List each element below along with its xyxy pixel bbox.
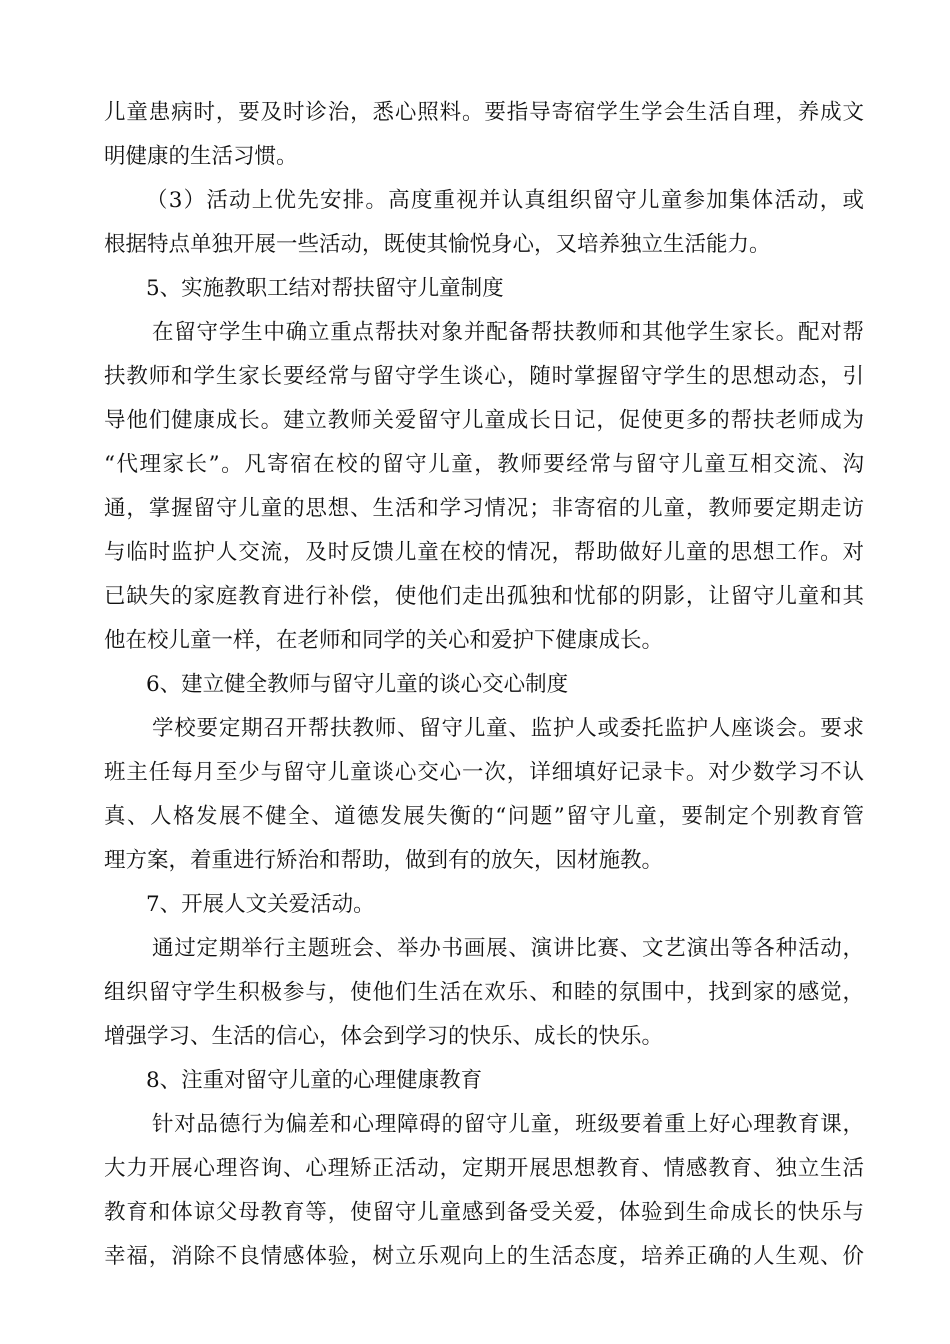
text-line: 通，掌握留守儿童的思想、生活和学习情况；非寄宿的儿童，教师要定期走访: [104, 496, 864, 521]
text-line: 儿童患病时，要及时诊治，悉心照料。要指导寄宿学生学会生活自理，养成文: [104, 100, 864, 125]
text-line: 学校要定期召开帮扶教师、留守儿童、监护人或委托监护人座谈会。要求: [152, 716, 864, 741]
text-line: 大力开展心理咨询、心理矫正活动，定期开展思想教育、情感教育、独立生活: [104, 1156, 864, 1181]
text-line: 真、人格发展不健全、道德发展失衡的“问题”留守儿童，要制定个别教育管: [104, 804, 864, 829]
text-line: 导他们健康成长。建立教师关爱留守儿童成长日记，促使更多的帮扶老师成为: [104, 408, 864, 433]
text-line: 理方案，着重进行矫治和帮助，做到有的放矢，因材施教。: [104, 848, 664, 873]
text-line: 班主任每月至少与留守儿童谈心交心一次，详细填好记录卡。对少数学习不认: [104, 760, 864, 785]
text-line: 已缺失的家庭教育进行补偿，使他们走出孤独和忧郁的阴影，让留守儿童和其: [104, 584, 864, 609]
text-line: 增强学习、生活的信心，体会到学习的快乐、成长的快乐。: [104, 1024, 664, 1049]
text-line: 与临时监护人交流，及时反馈儿童在校的情况，帮助做好儿童的思想工作。对: [104, 540, 864, 565]
text-line: 通过定期举行主题班会、举办书画展、演讲比赛、文艺演出等各种活动，: [152, 936, 864, 961]
section-heading: 6、建立健全教师与留守儿童的谈心交心制度: [146, 672, 569, 697]
text-line: 组织留守学生积极参与，使他们生活在欢乐、和睦的氛围中，找到家的感觉，: [104, 980, 864, 1005]
text-line: 在留守学生中确立重点帮扶对象并配备帮扶教师和其他学生家长。配对帮: [152, 320, 864, 345]
section-heading: 7、开展人文关爱活动。: [146, 892, 375, 917]
text-line: 扶教师和学生家长要经常与留守学生谈心，随时掌握留守学生的思想动态，引: [104, 364, 864, 389]
text-line: 教育和体谅父母教育等，使留守儿童感到备受关爱，体验到生命成长的快乐与: [104, 1200, 864, 1225]
text-line: （3）活动上优先安排。高度重视并认真组织留守儿童参加集体活动，或: [146, 188, 864, 213]
text-line: 根据特点单独开展一些活动，既使其愉悦身心，又培养独立生活能力。: [104, 232, 771, 257]
section-heading: 5、实施教职工结对帮扶留守儿童制度: [146, 276, 504, 301]
section-heading: 8、注重对留守儿童的心理健康教育: [146, 1068, 483, 1093]
text-line: “代理家长”。凡寄宿在校的留守儿童，教师要经常与留守儿童互相交流、沟: [104, 452, 864, 477]
text-line: 针对品德行为偏差和心理障碍的留守儿童，班级要着重上好心理教育课，: [152, 1112, 864, 1137]
text-line: 幸福，消除不良情感体验，树立乐观向上的生活态度，培养正确的人生观、价: [104, 1244, 864, 1269]
text-line: 他在校儿童一样，在老师和同学的关心和爱护下健康成长。: [104, 628, 664, 653]
text-line: 明健康的生活习惯。: [104, 144, 298, 169]
